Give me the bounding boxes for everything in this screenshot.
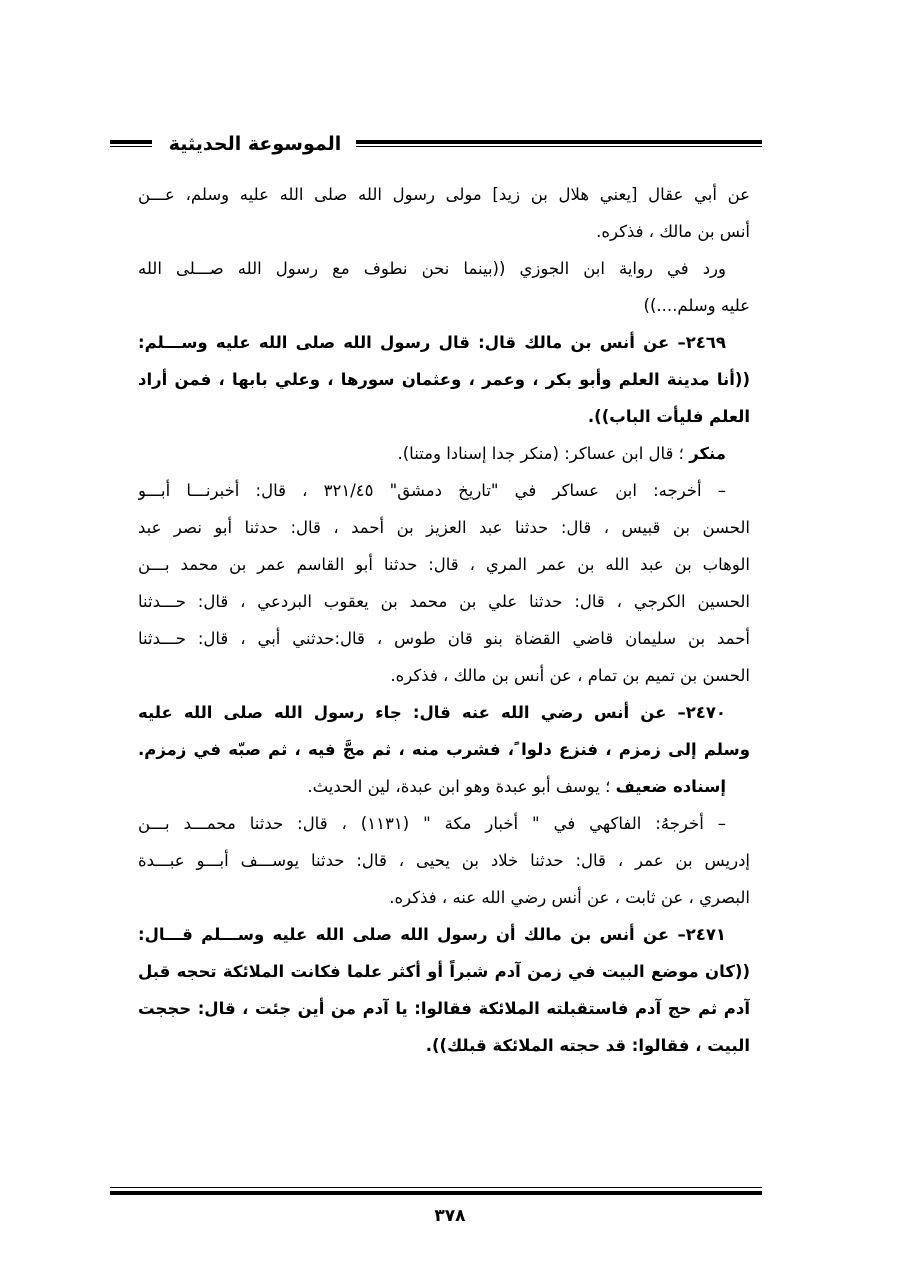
text-line: ٢٤٧٠– عن أنس رضي الله عنه قال: جاء رسول الله صلى الله عليه	[138, 703, 726, 722]
text-line: الحسن بن تميم بن تمام ، عن أنس بن مالك ، فذكره.	[390, 666, 750, 685]
text-line	[138, 435, 750, 472]
text-line: العلم فليأت الباب)).	[587, 407, 750, 426]
page-number: ٣٧٨	[434, 1206, 466, 1226]
grading-text: ؛ يوسف أبو عبدة وهو ابن عبدة، لين الحديث.	[307, 777, 616, 796]
book-title: الموسوعة الحديثية	[168, 133, 342, 155]
grading-label: منكر	[689, 444, 726, 463]
text-line: ٢٤٧١– عن أنس بن مالك أن رسول الله صلى الله عليه وســـلم قـــال:	[138, 925, 726, 944]
text-line: ورد في رواية ابن الجوزي ((بينما نحن نطوف مع رسول الله صـــلى الله	[138, 259, 726, 278]
text-line: الحسين الكرجي ، قال: حدثنا علي بن محمد بن يعقوب البردعي ، قال: حـــدثنا	[138, 592, 750, 611]
text-line: عن أبي عقال [يعني هلال بن زيد] مولى رسول الله صلى الله عليه وسلم، عـــن	[138, 185, 750, 204]
grading-label: إسناده ضعيف	[615, 777, 726, 796]
text-line: – أخرجه: ابن عساكر في "تاريخ دمشق" ٣٢١/٤٥ ، قال: أخبرنـــا أبـــو	[138, 481, 726, 500]
text-line: أحمد بن سليمان قاضي القضاة بنو قان طوس ، قال:حدثني أبي ، قال: حـــدثنا	[138, 629, 750, 648]
text-line: ((كان موضع البيت في زمن آدم شبراً أو أكثر علما فكانت الملائكة تحجه قبل	[138, 962, 750, 981]
grading-text: ؛ قال ابن عساكر: (منكر جدا إسنادا ومتنا).	[397, 444, 690, 463]
text-line: الوهاب بن عبد الله بن عمر المري ، قال: حدثنا أبو القاسم عمر بن محمد بـــن	[138, 555, 750, 574]
text-line: البصري ، عن ثابت ، عن أنس رضي الله عنه ، فذكره.	[389, 888, 750, 907]
header-rule-left	[110, 140, 152, 147]
text-line: عليه وسلم....))	[643, 296, 750, 315]
text-line: الحسن بن قبيس ، قال: حدثنا عبد العزيز بن أحمد ، قال: حدثنا أبو نصر عبد	[138, 518, 750, 537]
footer-rule	[110, 1187, 762, 1195]
header-rule-right	[356, 140, 762, 147]
text-line: آدم ثم حج آدم فاستقبلته الملائكة فقالوا: يا آدم من أين جئت ، قال: حججت	[138, 999, 750, 1018]
text-line: ٢٤٦٩– عن أنس بن مالك قال: قال رسول الله صلى الله عليه وســـلم:	[138, 333, 726, 352]
text-line: أنس بن مالك ، فذكره.	[596, 222, 750, 241]
text-line	[138, 768, 750, 805]
page-header	[110, 128, 762, 164]
text-line: ((أنا مدينة العلم وأبو بكر ، وعمر ، وعثمان سورها ، وعلي بابها ، فمن أراد	[138, 370, 750, 389]
text-line: إدريس بن عمر ، قال: حدثنا خلاد بن يحيى ، قال: حدثنا يوســـف أبـــو عبـــدة	[138, 851, 750, 870]
text-line: وسلم إلى زمزم ، فنزع دلوا ً، فشرب منه ، ثم مجَّ فيه ، ثم صبّه في زمزم.	[138, 740, 750, 759]
text-line: – أخرجهُ: الفاكهي في " أخبار مكة " (١١٣١) ، قال: حدثنا محمـــد بـــن	[138, 814, 726, 833]
text-line: البيت ، فقالوا: قد حجته الملائكة قبلك)).	[425, 1036, 750, 1055]
page-body	[138, 176, 750, 1064]
